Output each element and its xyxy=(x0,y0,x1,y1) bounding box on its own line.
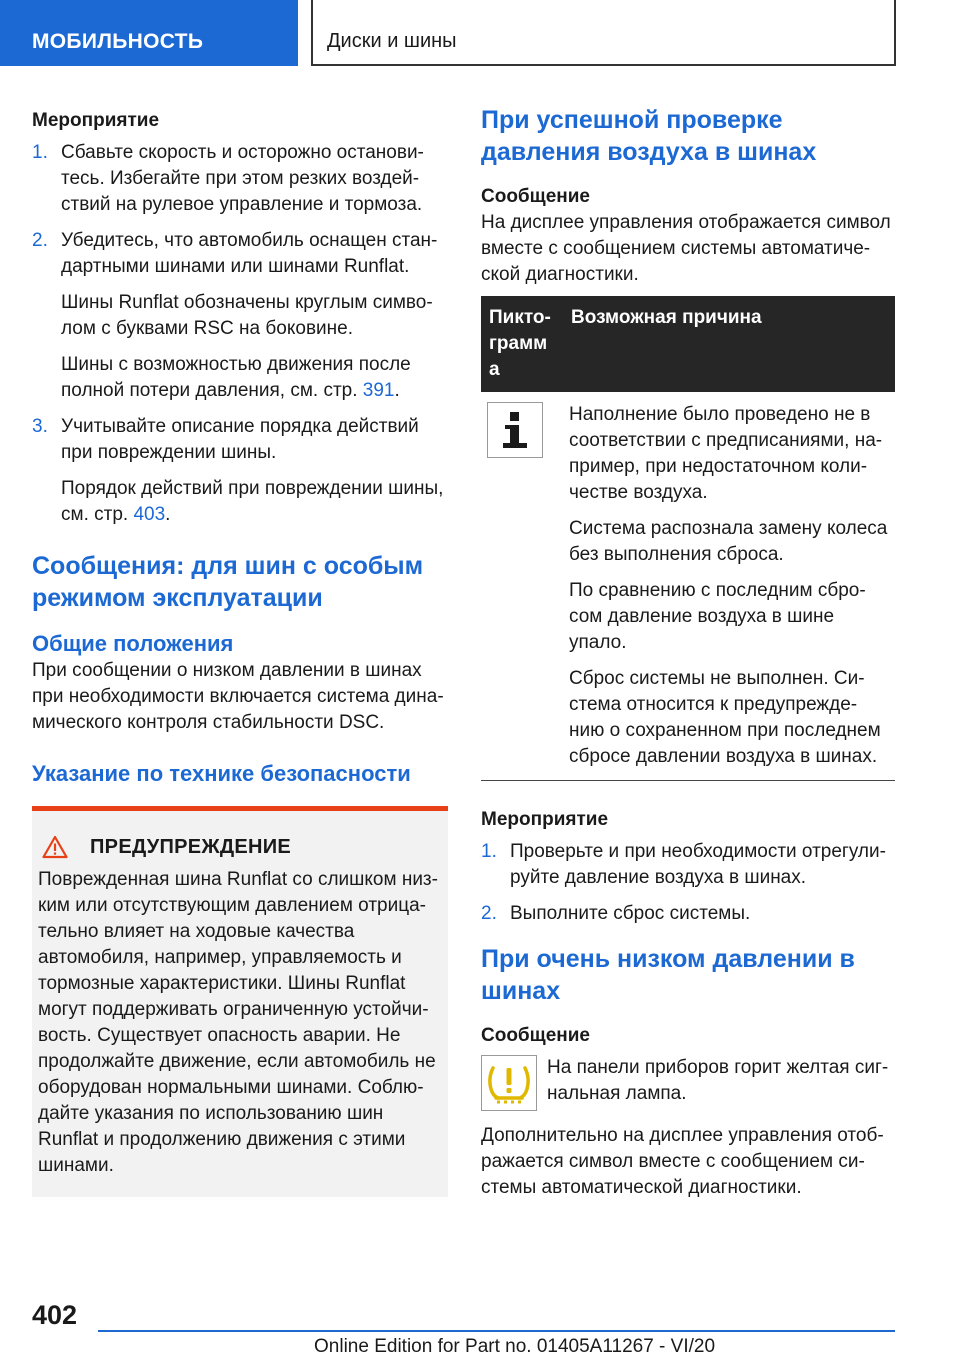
step-item xyxy=(32,414,448,528)
subtext-body: Шины с возможностью движения после полной потери давления, см. стр. xyxy=(61,354,411,401)
message-text: На дисплее управления отображается символ вместе с сообщением системы автоматиче-ской диагностики. xyxy=(481,212,891,285)
section-label: МОБИЛЬНОСТЬ xyxy=(32,30,204,53)
warning-box xyxy=(32,806,448,1197)
table-header-row xyxy=(481,296,895,392)
table-header-cause: Возможная причина xyxy=(563,296,895,392)
step-text: Убедитесь, что автомобиль оснащен стан-дартными шинами или шинами Runflat. xyxy=(61,230,438,277)
cause-text: Система распознала замену колеса без выполнения сброса. xyxy=(569,518,888,565)
section-tab[interactable] xyxy=(0,0,298,66)
subtext-end: . xyxy=(394,380,400,401)
step-text: Сбавьте скорость и осторожно останови-тесь. Избегайте при этом резких воздей-ствий на рулевое управление и тормоза. xyxy=(61,142,424,215)
page-ref-link[interactable]: 403 xyxy=(133,504,166,525)
cause-text: По сравнению с последним сбро-сом давление воздуха в шине упало. xyxy=(569,580,866,653)
general-text: При сообщении о низком давлении в шинах при необходимости включается система дина-мического контроля стабильности DSC. xyxy=(32,660,444,733)
heading-special-tires: Сообщения: для шин с особым режимом эксплуатации xyxy=(32,552,424,612)
heading-success-check: При успешной проверке давления воздуха в шинах xyxy=(481,106,817,166)
step-number: 3. xyxy=(32,416,48,437)
step-subtext: Шины Runflat обозначены круглым симво-лом с буквами RSC на боковине. xyxy=(61,292,433,339)
chapter-box xyxy=(311,0,896,66)
lamp-message xyxy=(481,1055,895,1111)
message-label: Сообщение xyxy=(481,186,590,207)
cause-text: Наполнение было проведено не в соответствии с предписаниями, на-пример, при недостаточном коли-честве воздуха. xyxy=(569,404,883,503)
subtext-body: Порядок действий при повреждении шины, см. стр. xyxy=(61,478,444,525)
right-column xyxy=(481,104,895,1201)
info-icon xyxy=(487,402,543,458)
lamp-text: На панели приборов горит желтая сиг-нальная лампа. xyxy=(547,1057,889,1104)
action-steps xyxy=(481,839,895,927)
step-text: Учитывайте описание порядка действий при повреждении шины. xyxy=(61,416,419,463)
step-number: 2. xyxy=(481,903,497,924)
warning-header xyxy=(38,835,438,859)
footer-edition: Online Edition for Part no. 01405A11267 - VI/20 xyxy=(314,1336,716,1357)
warning-triangle-icon xyxy=(42,835,68,859)
table-row xyxy=(481,392,895,781)
subtext-end: . xyxy=(165,504,171,525)
action-steps xyxy=(32,140,448,528)
heading-general: Общие положения xyxy=(32,631,234,656)
page-header xyxy=(0,0,960,66)
action-label: Мероприятие xyxy=(481,809,609,830)
step-text: Выполните сброс системы. xyxy=(510,903,751,924)
page-ref-link[interactable]: 391 xyxy=(362,380,395,401)
extra-text: Дополнительно на дисплее управления отоб-ражается символ вместе с сообщением си-стемы автоматической диагностики. xyxy=(481,1125,884,1198)
message-label: Сообщение xyxy=(481,1025,590,1046)
chapter-label: Диски и шины xyxy=(327,30,457,52)
step-number: 2. xyxy=(32,230,48,251)
warning-title: ПРЕДУПРЕЖДЕНИЕ xyxy=(90,835,292,858)
step-text: Проверьте и при необходимости отрегули-руйте давление воздуха в шинах. xyxy=(510,841,886,888)
step-number: 1. xyxy=(32,142,48,163)
heading-low-pressure: При очень низком давлении в шинах xyxy=(481,945,855,1005)
footer-divider xyxy=(98,1330,895,1332)
heading-safety: Указание по технике безопасности xyxy=(32,761,411,786)
step-item xyxy=(481,901,895,927)
left-column xyxy=(32,104,448,1197)
page-number: 402 xyxy=(32,1300,78,1330)
tire-pressure-warning-icon xyxy=(481,1055,537,1111)
step-subtext xyxy=(61,476,448,528)
table-header-pictogram: Пикто-грамм а xyxy=(481,296,563,392)
step-item xyxy=(481,839,895,891)
step-number: 1. xyxy=(481,841,497,862)
cause-cell xyxy=(563,392,895,781)
cause-text: Сброс системы не выполнен. Си-стема относится к предупрежде-нию о сохраненном при последнем сбросе давлении воздуха в шинах. xyxy=(569,668,881,767)
step-subtext xyxy=(61,352,448,404)
step-item xyxy=(32,140,448,218)
warning-text: Поврежденная шина Runflat со слишком низ-ким или отсутствующим давлением отрица-тельно влияет на ходовые качества автомобиля, например, управляемость и тормозные характеристики. Шины Runflat могут поддерживать ограниченную устойчи-вость. Существует опасность аварии. Не продолжайте движение, если автомобиль не оборудован нормальными шинами. Соблю-дайте указания по использованию шин Runflat и продолжению движения с этими шинами. xyxy=(38,869,438,1176)
step-item xyxy=(32,228,448,404)
cause-table xyxy=(481,296,895,781)
action-label: Мероприятие xyxy=(32,110,160,131)
pictogram-cell xyxy=(481,392,563,781)
